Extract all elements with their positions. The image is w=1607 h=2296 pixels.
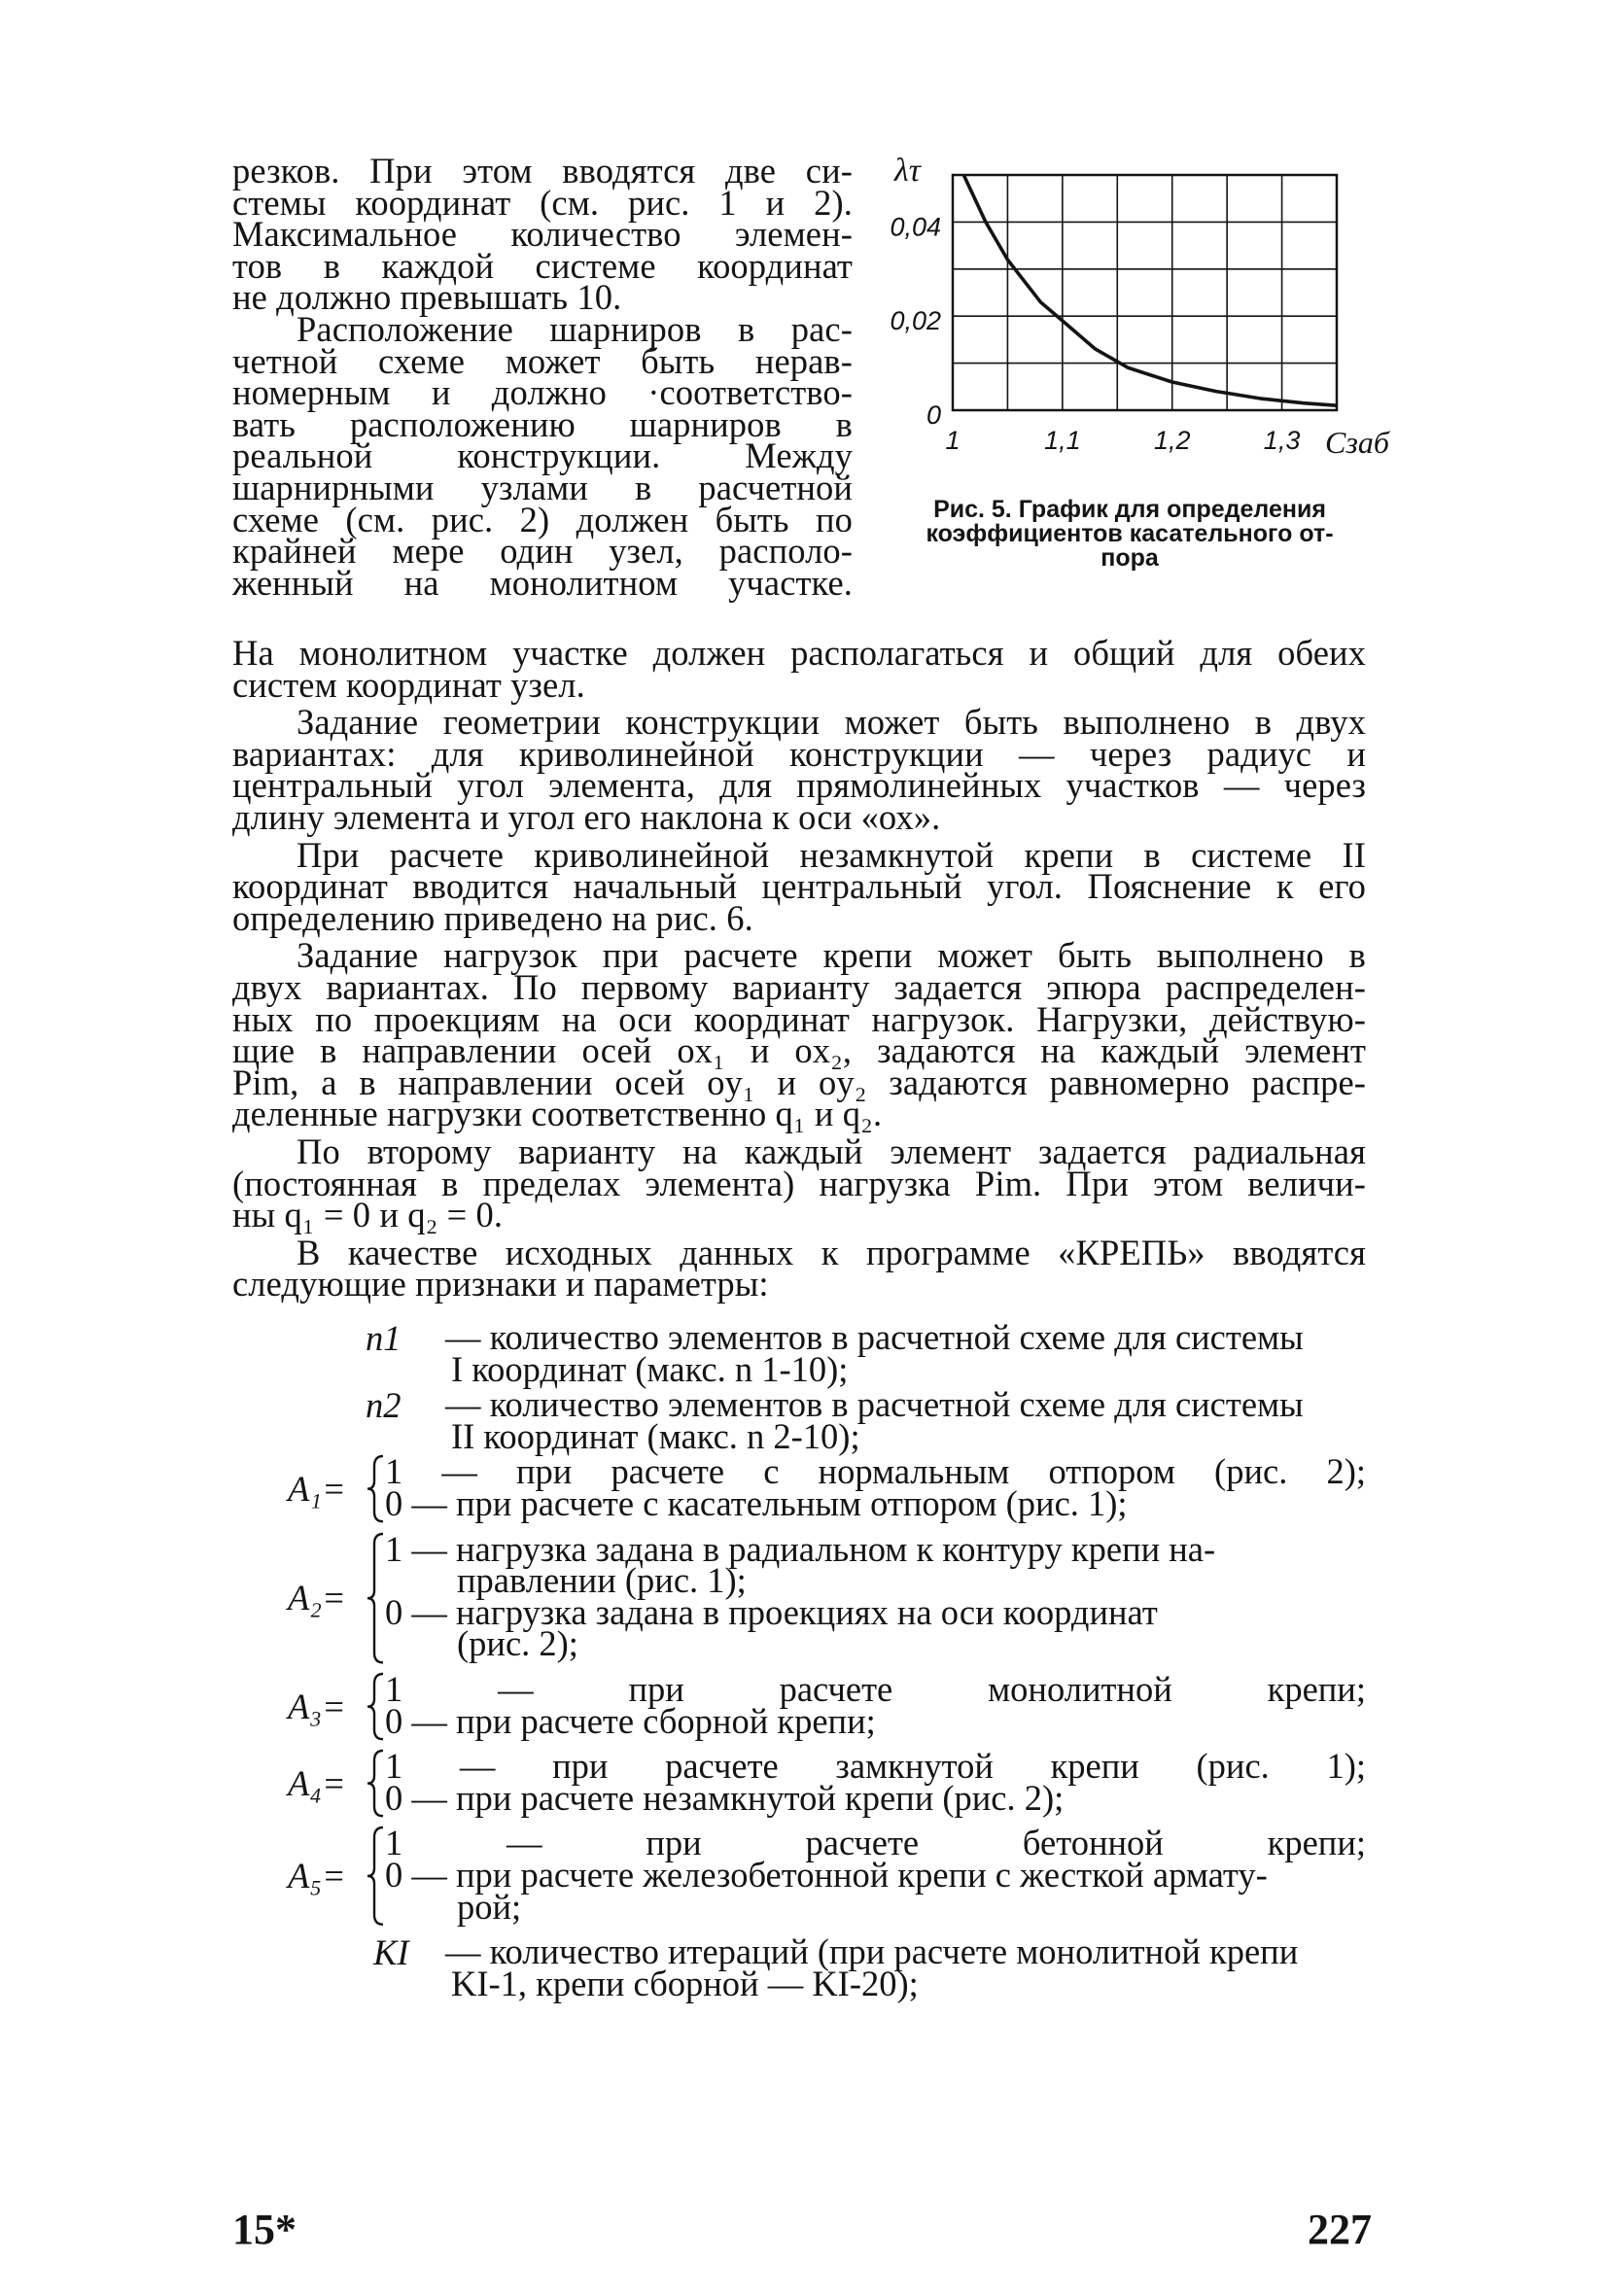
text-line: Задание нагрузок при расчете крепи может быть выполнено в: [297, 935, 1366, 976]
text-line: — количество элементов в расчетной схеме для системы: [445, 1317, 1304, 1357]
page-number: 227: [1308, 2206, 1372, 2253]
brace-icon: [366, 1454, 385, 1523]
data-point: [1303, 402, 1305, 404]
text-line: Максимальное количество элемен-: [232, 214, 853, 255]
text-line: систем координат узел.: [232, 664, 585, 705]
caption-line: пора: [1100, 544, 1159, 572]
text-line: ны q₁ = 0 и q₂ = 0.: [232, 1195, 504, 1235]
text-line: определению приведено на рис. 6.: [232, 897, 753, 938]
text-line: схеме (см. рис. 2) должен быть по: [232, 499, 853, 539]
text-line: 0 — при расчете с касательным отпором (рис. 1);: [385, 1482, 1128, 1523]
data-point: [1095, 348, 1097, 350]
y-tick-label: 0: [926, 400, 941, 430]
text-line: При расчете криволинейной незамкнутой крепи в системе II: [297, 834, 1366, 875]
text-line: Расположение шарниров в рас-: [297, 308, 853, 349]
y-tick-label: 0,04: [890, 212, 941, 242]
text-line: Pim, а в направлении осей oy₁ и oy₂ задаются равномерно распре-: [232, 1061, 1366, 1102]
text-line: 0 — при расчете незамкнутой крепи (рис. 2);: [385, 1777, 1065, 1818]
text-line: двух вариантах. По первому варианту задается эпюра распределен-: [232, 966, 1366, 1007]
data-point: [1039, 301, 1041, 303]
y-tick-label: 0,02: [890, 306, 941, 336]
text-line: 1 — при расчете монолитной крепи;: [385, 1669, 1366, 1709]
parameter-A1: A₁=: [288, 1469, 346, 1509]
text-line: координат вводится начальный центральный угол. Пояснение к его: [232, 866, 1366, 907]
text-line: женный на монолитном участке.: [232, 562, 853, 603]
text-line: 1 — при расчете с нормальным отпором (рис. 2);: [385, 1451, 1366, 1492]
full-width-text: [232, 633, 1366, 1305]
text-line: 0 — при расчете сборной крепи;: [385, 1700, 876, 1741]
caption-line: коэффициентов касательного от-: [926, 520, 1334, 547]
text-line: II координат (макс. n 2-10);: [451, 1415, 860, 1456]
text-line: вариантах: для криволинейной конструкции — через радиус и: [232, 733, 1366, 774]
data-point: [985, 222, 987, 224]
definition-text: [385, 1669, 1366, 1741]
series-line: [963, 175, 1337, 405]
data-point: [1128, 367, 1130, 369]
definition-text: [385, 1451, 1366, 1523]
data-point: [1062, 320, 1064, 322]
text-line: номерным и должно ·соответство-: [232, 372, 853, 413]
text-line: щие в направлении осей ox₁ и ox₂, задаются на каждый элемент: [232, 1030, 1366, 1071]
x-tick-label: 1,1: [1044, 426, 1081, 455]
parameter-n2: n2: [366, 1385, 402, 1426]
x-tick-label: 1: [945, 426, 961, 455]
text-line: 1 — при расчете замкнутой крепи (рис. 1);: [385, 1746, 1366, 1787]
brace-icon: [366, 1532, 385, 1664]
brace-icon: [366, 1672, 385, 1741]
text-line: реальной конструкции. Между: [232, 435, 853, 476]
text-line: длину элемента и угол его наклона к оси «ох».: [232, 796, 941, 837]
parameter-A4: A₄=: [288, 1762, 346, 1803]
parameter-A3: A₃=: [288, 1686, 346, 1726]
text-line: По второму варианту на каждый элемент задается радиальная: [297, 1131, 1366, 1171]
caption-line: Рис. 5. График для определения: [933, 496, 1326, 523]
definition-text: [457, 1886, 1366, 1927]
data-point: [1336, 404, 1338, 406]
x-tick-label: 1,2: [1153, 426, 1191, 455]
text-line: На монолитном участке должен располагаться и общий для обеих: [232, 633, 1366, 673]
narrow-column-text: [232, 151, 853, 603]
text-line: В качестве исходных данных к программе «КРЕПЬ» вводятся: [297, 1232, 1366, 1272]
text-line: вать расположению шарниров в: [232, 403, 853, 444]
text-line: следующие признаки и параметры:: [232, 1264, 769, 1305]
data-point: [1171, 381, 1173, 383]
text-line: KI-1, крепи сборной — KI-20);: [451, 1963, 919, 2003]
text-line: деленные нагрузки соответственно q₁ и q₂.: [232, 1094, 883, 1134]
text-line: 0 — нагрузка задана в проекциях на оси координат: [385, 1591, 1158, 1632]
signature-mark: 15*: [232, 2206, 297, 2253]
text-line: правлении (рис. 1);: [457, 1560, 747, 1601]
brace-icon: [366, 1826, 385, 1927]
text-line: четной схеме может быть нерав-: [232, 340, 853, 381]
definition-text: [451, 1415, 1366, 1456]
parameter-n1: n1: [366, 1318, 402, 1358]
text-line: 1 — нагрузка задана в радиальном к контуру крепи на-: [385, 1528, 1216, 1569]
text-line: — количество элементов в расчетной схеме для системы: [445, 1384, 1304, 1425]
text-line: Задание геометрии конструкции может быть выполнено в двух: [297, 702, 1366, 743]
text-line: центральный угол элемента, для прямолинейных участков — через: [232, 765, 1366, 806]
text-line: стемы координат (см. рис. 1 и 2).: [232, 182, 853, 223]
text-line: (постоянная в пределах элемента) нагрузка Pim. При этом величи-: [232, 1163, 1366, 1203]
text-line: I координат (макс. n 1-10);: [451, 1348, 849, 1389]
definition-text: [385, 1746, 1366, 1818]
data-point: [1215, 391, 1217, 393]
data-point: [1007, 259, 1009, 261]
data-point: [1259, 398, 1261, 400]
definition-text: [385, 1823, 1366, 1895]
text-line: шарнирными узлами в расчетной: [232, 467, 853, 507]
data-point: [962, 174, 964, 176]
text-line: рой;: [457, 1886, 522, 1927]
text-line: резков. При этом вводятся две си-: [232, 151, 853, 191]
definition-text: [451, 1963, 1366, 2003]
text-line: тов в каждой системе координат: [232, 245, 853, 286]
text-line: (рис. 2);: [457, 1623, 578, 1664]
figure-caption: [890, 498, 1370, 571]
text-line: 0 — при расчете железобетонной крепи с жесткой армату-: [385, 1854, 1268, 1895]
parameter-A5: A₅=: [288, 1856, 346, 1896]
y-axis-label: λτ: [894, 153, 921, 189]
text-line: не должно превышать 10.: [232, 277, 622, 318]
brace-icon: [366, 1749, 385, 1818]
definition-text: [457, 1623, 1366, 1664]
x-tick-label: 1,3: [1263, 426, 1301, 455]
text-line: — количество итераций (при расчете монолитной крепи: [445, 1931, 1299, 1972]
x-axis-label: Cзаб: [1325, 425, 1389, 460]
definition-text: [451, 1348, 1366, 1389]
parameter-KI: KI: [373, 1932, 409, 1973]
text-line: 1 — при расчете бетонной крепи;: [385, 1823, 1366, 1863]
text-line: ных по проекциям на оси координат нагрузок. Нагрузки, действую-: [232, 998, 1366, 1039]
text-line: крайней мере один узел, располо-: [232, 531, 853, 572]
parameter-A2: A₂=: [288, 1577, 346, 1618]
